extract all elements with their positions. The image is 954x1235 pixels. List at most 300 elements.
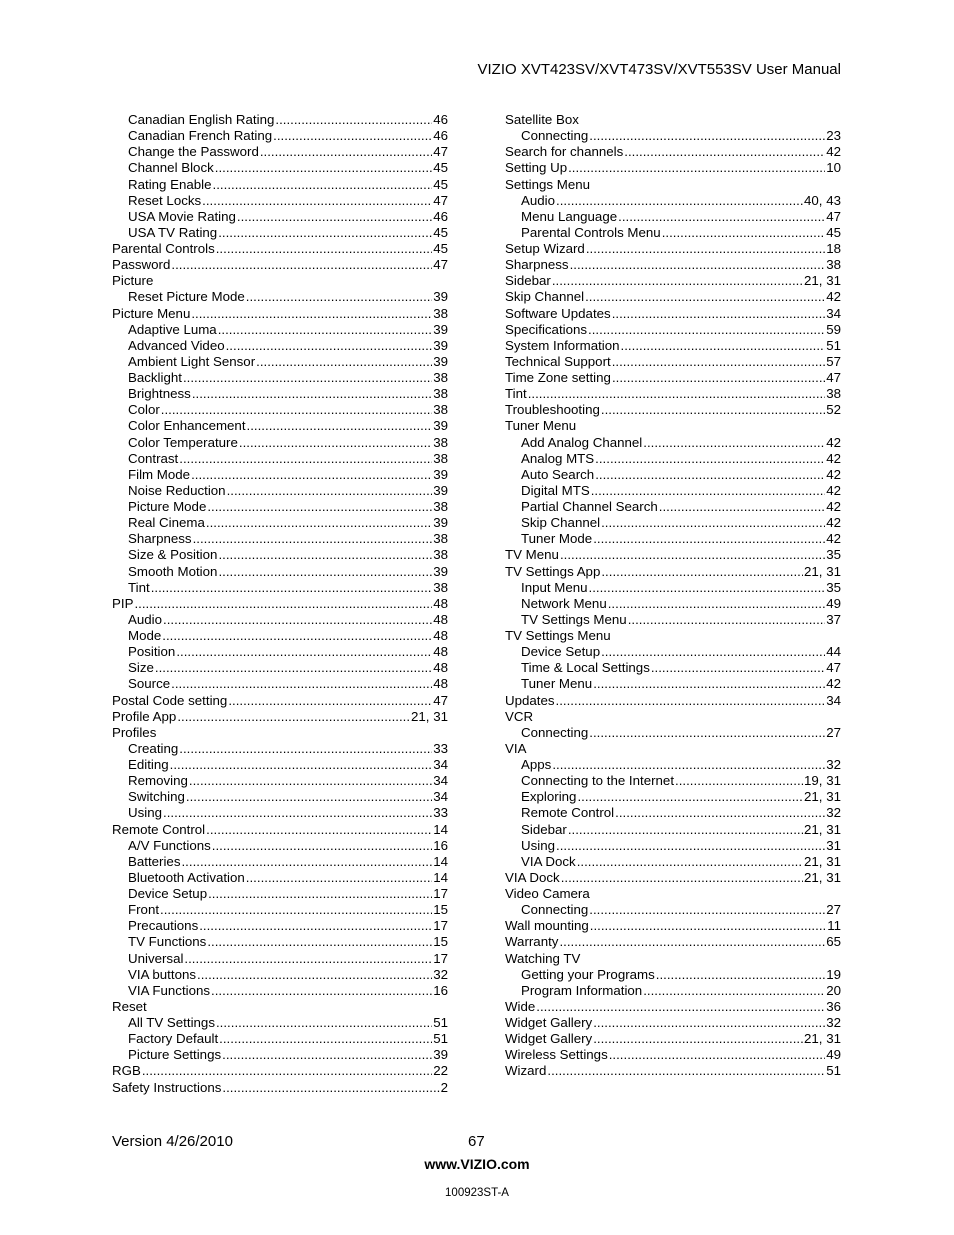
index-entry-label: Position xyxy=(128,644,176,660)
index-entry xyxy=(112,435,448,451)
index-entry xyxy=(112,612,448,628)
index-entry-label: Satellite Box xyxy=(505,112,579,127)
dot-leader xyxy=(568,822,803,838)
index-entry xyxy=(505,951,841,967)
index-entry-label: Using xyxy=(128,805,162,821)
dot-leader xyxy=(222,1080,439,1096)
index-entry-label: Wireless Settings xyxy=(505,1047,608,1063)
index-entry-page: 38 xyxy=(826,386,841,402)
index-entry-page: 23 xyxy=(826,128,841,144)
dot-leader xyxy=(177,709,410,725)
index-entry-label: VCR xyxy=(505,708,534,724)
dot-leader xyxy=(560,547,825,563)
index-entry xyxy=(112,467,448,483)
index-entry xyxy=(112,1015,448,1031)
index-entry-page: 39 xyxy=(433,321,448,337)
index-entry-page: 42 xyxy=(826,144,841,160)
index-entry-label: TV Settings Menu xyxy=(521,611,627,627)
dot-leader xyxy=(612,354,826,370)
index-entry xyxy=(112,547,448,563)
dot-leader xyxy=(206,822,432,838)
index-entry-page: 39 xyxy=(433,337,448,353)
dot-leader xyxy=(226,338,433,354)
index-entry-label: System Information xyxy=(505,337,620,353)
index-entry-page: 42 xyxy=(826,466,841,482)
dot-leader xyxy=(589,725,825,741)
index-entry xyxy=(505,676,841,692)
index-entry-page: 47 xyxy=(433,692,448,708)
dot-leader xyxy=(577,789,803,805)
index-entry-label: Wide xyxy=(505,998,536,1014)
index-entry-label: Channel Block xyxy=(128,160,214,176)
index-entry-page: 32 xyxy=(826,1015,841,1030)
index-entry xyxy=(112,725,448,741)
index-entry-page: 42 xyxy=(826,499,841,514)
index-entry-label: Network Menu xyxy=(521,595,607,611)
index-entry-page: 37 xyxy=(826,611,841,627)
footer-website[interactable]: www.VIZIO.com xyxy=(424,1156,530,1172)
index-entry-label: Tuner Menu xyxy=(521,676,593,692)
index-entry xyxy=(505,789,841,805)
index-entry-label: Creating xyxy=(128,740,179,756)
index-entry-label: Reset Locks xyxy=(128,192,202,208)
index-entry xyxy=(505,983,841,999)
index-entry xyxy=(112,499,448,515)
index-entry-page: 38 xyxy=(433,386,448,402)
dot-leader xyxy=(222,1047,432,1063)
index-entry xyxy=(112,338,448,354)
index-entry-page: 21, 31 xyxy=(804,1031,841,1047)
index-entry xyxy=(505,451,841,467)
dot-leader xyxy=(559,934,825,950)
dot-leader xyxy=(615,805,825,821)
dot-leader xyxy=(570,257,826,273)
index-entry xyxy=(505,902,841,918)
dot-leader xyxy=(160,902,432,918)
index-entry-label: Ambient Light Sensor xyxy=(128,353,256,369)
index-entry-label: Tuner Menu xyxy=(505,418,577,434)
index-entry xyxy=(112,693,448,709)
index-entry xyxy=(505,741,841,757)
index-entry-page: 17 xyxy=(433,950,448,966)
dot-leader xyxy=(624,144,825,160)
index-entry-page: 33 xyxy=(433,805,448,821)
index-entry-page: 39 xyxy=(433,289,448,305)
index-entry-page: 47 xyxy=(433,257,448,273)
index-entry-label: Video Camera xyxy=(505,886,590,901)
dot-leader xyxy=(206,515,432,531)
dot-leader xyxy=(621,338,826,354)
index-entry xyxy=(505,822,841,838)
index-entry xyxy=(112,306,448,322)
index-entry-page: 19, 31 xyxy=(804,773,841,789)
index-entry xyxy=(112,967,448,983)
index-entry-label: Sharpness xyxy=(128,531,192,547)
index-entry-label: Warranty xyxy=(505,934,559,950)
index-entry xyxy=(505,402,841,418)
index-entry-label: Contrast xyxy=(128,450,179,466)
index-entry-page: 14 xyxy=(433,853,448,869)
dot-leader xyxy=(179,741,432,757)
index-entry-page: 39 xyxy=(433,466,448,482)
dot-leader xyxy=(171,257,432,273)
index-entry xyxy=(505,967,841,983)
index-entry-label: Profile App xyxy=(112,708,177,724)
index-entry-label: Auto Search xyxy=(521,466,595,482)
index-entry-page: 39 xyxy=(433,1047,448,1063)
dot-leader xyxy=(151,580,433,596)
index-entry xyxy=(112,160,448,176)
dot-leader xyxy=(601,644,825,660)
dot-leader xyxy=(246,289,432,305)
dot-leader xyxy=(239,435,432,451)
index-entry-page: 21, 31 xyxy=(804,821,841,837)
index-entry-page: 45 xyxy=(433,160,448,176)
index-entry-page: 42 xyxy=(826,450,841,466)
index-entry xyxy=(505,934,841,950)
index-entry-page: 47 xyxy=(826,208,841,224)
dot-leader xyxy=(528,386,826,402)
index-entry-label: Factory Default xyxy=(128,1031,219,1047)
index-entry-page: 51 xyxy=(826,1063,841,1079)
index-entry-page: 48 xyxy=(433,628,448,643)
index-entry xyxy=(505,693,841,709)
index-entry xyxy=(505,1047,841,1063)
index-entry-page: 42 xyxy=(826,676,841,692)
dot-leader xyxy=(585,289,825,305)
dot-leader xyxy=(659,499,825,515)
index-entry-label: Postal Code setting xyxy=(112,692,228,708)
index-entry-label: Exploring xyxy=(521,789,577,805)
index-entry-page: 47 xyxy=(826,370,841,385)
dot-leader xyxy=(588,322,825,338)
index-entry-page: 42 xyxy=(826,531,841,547)
dot-leader xyxy=(589,902,825,918)
index-entry-page: 34 xyxy=(826,692,841,708)
index-entry-label: Sidebar xyxy=(505,273,551,289)
index-entry xyxy=(112,418,448,434)
index-entry-label: Password xyxy=(112,257,171,273)
index-entry xyxy=(505,209,841,225)
index-entry xyxy=(112,193,448,209)
index-entry xyxy=(112,128,448,144)
index-entry xyxy=(505,886,841,902)
index-entry-label: TV Functions xyxy=(128,934,207,950)
index-entry-label: Change the Password xyxy=(128,144,259,160)
index-entry-label: Partial Channel Search xyxy=(521,499,658,514)
dot-leader xyxy=(197,967,432,983)
dot-leader xyxy=(260,144,432,160)
dot-leader xyxy=(134,596,432,612)
index-entry xyxy=(505,112,841,128)
index-entry-page: 21, 31 xyxy=(804,273,841,289)
index-entry-label: Film Mode xyxy=(128,466,191,482)
index-entry-label: Connecting xyxy=(521,902,589,918)
index-entry xyxy=(112,580,448,596)
index-entry-page: 57 xyxy=(826,353,841,369)
index-entry-label: Audio xyxy=(128,611,163,627)
index-entry-label: Software Updates xyxy=(505,305,611,321)
index-entry xyxy=(112,902,448,918)
index-entry xyxy=(112,822,448,838)
index-entry-label: Widget Gallery xyxy=(505,1015,593,1030)
index-entry xyxy=(112,596,448,612)
index-entry-label: Canadian French Rating xyxy=(128,128,273,144)
dot-leader xyxy=(593,1031,803,1047)
dot-leader xyxy=(608,596,825,612)
index-entry xyxy=(112,951,448,967)
index-entry-label: Backlight xyxy=(128,370,182,385)
index-entry-page: 45 xyxy=(433,241,448,256)
index-entry xyxy=(505,435,841,451)
index-entry xyxy=(112,112,448,128)
index-entry-page: 32 xyxy=(826,757,841,772)
index-entry-page: 48 xyxy=(433,611,448,627)
index-entry-label: Audio xyxy=(521,192,556,208)
dot-leader xyxy=(643,435,825,451)
index-entry-page: 21, 31 xyxy=(804,869,841,885)
index-entry xyxy=(112,773,448,789)
index-entry-page: 48 xyxy=(433,644,448,660)
index-entry-label: A/V Functions xyxy=(128,837,211,853)
index-entry-label: Skip Channel xyxy=(521,515,601,531)
index-entry-label: Using xyxy=(521,837,555,853)
index-entry-label: Sharpness xyxy=(505,257,569,273)
index-entry xyxy=(112,660,448,676)
dot-leader xyxy=(273,128,432,144)
index-entry-label: Bluetooth Activation xyxy=(128,869,245,885)
index-entry-page: 39 xyxy=(433,353,448,369)
dot-leader xyxy=(612,306,826,322)
dot-leader xyxy=(601,515,825,531)
index-entry-page: 36 xyxy=(826,998,841,1014)
dot-leader xyxy=(590,918,826,934)
dot-leader xyxy=(601,564,803,580)
index-entry-label: Troubleshooting xyxy=(505,402,600,418)
index-entry xyxy=(112,789,448,805)
index-entry-page: 32 xyxy=(433,966,448,982)
index-entry-label: Picture Mode xyxy=(128,499,207,514)
index-entry xyxy=(112,451,448,467)
dot-leader xyxy=(643,983,825,999)
index-entry-page: 46 xyxy=(433,208,448,224)
index-entry-label: Brightness xyxy=(128,386,191,402)
index-entry xyxy=(505,773,841,789)
index-entry-page: 10 xyxy=(826,160,841,176)
index-entry-page: 49 xyxy=(826,595,841,611)
dot-leader xyxy=(568,160,825,176)
index-entry xyxy=(112,999,448,1015)
dot-leader xyxy=(593,676,825,692)
dot-leader xyxy=(675,773,803,789)
dot-leader xyxy=(552,273,803,289)
dot-leader xyxy=(142,1063,432,1079)
index-entry-label: Remote Control xyxy=(521,805,615,821)
index-entry-label: Updates xyxy=(505,692,555,708)
index-entry-page: 34 xyxy=(826,305,841,321)
index-entry xyxy=(505,999,841,1015)
dot-leader xyxy=(247,418,433,434)
dot-leader xyxy=(589,580,826,596)
index-entry xyxy=(112,273,448,289)
dot-leader xyxy=(211,983,432,999)
index-entry-page: 21, 31 xyxy=(804,853,841,869)
dot-leader xyxy=(536,999,825,1015)
index-entry xyxy=(112,918,448,934)
dot-leader xyxy=(162,628,432,644)
dot-leader xyxy=(215,160,432,176)
index-entry xyxy=(505,757,841,773)
index-entry-label: Apps xyxy=(521,757,552,772)
index-entry-label: Connecting to the Internet xyxy=(521,773,675,789)
index-entry-page: 38 xyxy=(433,434,448,450)
index-entry xyxy=(112,515,448,531)
footer-version: Version 4/26/2010 xyxy=(112,1133,233,1150)
index-entry-page: 16 xyxy=(433,982,448,998)
dot-leader xyxy=(595,467,825,483)
index-entry xyxy=(505,838,841,854)
index-entry-page: 39 xyxy=(433,563,448,579)
index-entry-page: 34 xyxy=(433,773,448,789)
index-entry-page: 31 xyxy=(826,837,841,853)
dot-leader xyxy=(556,193,803,209)
index-entry-label: Search for channels xyxy=(505,144,624,160)
index-column-right xyxy=(505,112,841,1080)
index-entry xyxy=(112,644,448,660)
index-entry-label: Tuner Mode xyxy=(521,531,593,547)
index-entry-label: USA Movie Rating xyxy=(128,208,236,224)
index-entry xyxy=(112,289,448,305)
dot-leader xyxy=(547,1063,825,1079)
footer-page-number: 67 xyxy=(468,1133,485,1150)
dot-leader xyxy=(218,564,432,580)
index-entry-label: Color Enhancement xyxy=(128,418,246,434)
index-entry xyxy=(505,257,841,273)
index-entry-label: Universal xyxy=(128,950,184,966)
index-entry xyxy=(112,628,448,644)
index-entry-label: VIA xyxy=(505,740,527,756)
index-entry xyxy=(505,1031,841,1047)
index-entry-page: 15 xyxy=(433,902,448,918)
index-entry-page: 49 xyxy=(826,1047,841,1063)
index-entry-page: 38 xyxy=(433,450,448,466)
index-entry-label: TV Menu xyxy=(505,547,559,563)
dot-leader xyxy=(227,483,433,499)
index-entry-page: 2 xyxy=(440,1079,448,1095)
index-entry-label: Time Zone setting xyxy=(505,370,611,385)
index-entry-label: Connecting xyxy=(521,128,589,144)
index-entry-label: Settings Menu xyxy=(505,176,591,192)
index-entry-page: 33 xyxy=(433,740,448,756)
index-entry-page: 38 xyxy=(433,370,448,385)
index-entry-page: 14 xyxy=(433,869,448,885)
dot-leader xyxy=(186,789,432,805)
dot-leader xyxy=(213,177,433,193)
dot-leader xyxy=(612,370,825,386)
index-entry-label: Rating Enable xyxy=(128,176,212,192)
index-entry-label: Profiles xyxy=(112,724,157,740)
index-entry xyxy=(112,1080,448,1096)
index-entry-label: Input Menu xyxy=(521,579,588,595)
index-entry xyxy=(505,225,841,241)
index-entry-page: 45 xyxy=(826,224,841,240)
index-entry-page: 17 xyxy=(433,886,448,901)
index-entry-label: Technical Support xyxy=(505,353,611,369)
index-entry xyxy=(112,402,448,418)
dot-leader xyxy=(163,612,432,628)
index-entry-page: 35 xyxy=(826,579,841,595)
index-entry-label: Switching xyxy=(128,789,185,805)
index-entry xyxy=(112,838,448,854)
dot-leader xyxy=(237,209,432,225)
index-entry xyxy=(112,177,448,193)
index-entry-label: Precautions xyxy=(128,918,199,934)
index-entry-label: Setting Up xyxy=(505,160,568,176)
index-entry-page: 48 xyxy=(433,660,448,676)
index-entry xyxy=(112,1063,448,1079)
dot-leader xyxy=(556,838,825,854)
index-entry xyxy=(505,241,841,257)
dot-leader xyxy=(593,531,825,547)
index-entry-label: Color Temperature xyxy=(128,434,238,450)
index-entry-page: 35 xyxy=(826,547,841,563)
index-entry-page: 20 xyxy=(826,982,841,998)
index-entry xyxy=(505,596,841,612)
index-entry-page: 22 xyxy=(433,1063,448,1079)
dot-leader xyxy=(219,1031,432,1047)
index-entry xyxy=(505,322,841,338)
index-entry-page: 18 xyxy=(826,241,841,256)
index-entry-label: TV Settings Menu xyxy=(505,628,611,643)
dot-leader xyxy=(176,644,432,660)
dot-leader xyxy=(656,967,825,983)
index-entry xyxy=(112,741,448,757)
index-entry xyxy=(112,1031,448,1047)
index-entry-page: 38 xyxy=(433,402,448,418)
dot-leader xyxy=(171,676,432,692)
index-entry-page: 15 xyxy=(433,934,448,950)
index-entry-label: RGB xyxy=(112,1063,141,1079)
index-entry-page: 38 xyxy=(826,257,841,273)
index-entry-label: Parental Controls Menu xyxy=(521,224,661,240)
index-entry-page: 39 xyxy=(433,482,448,498)
index-entry xyxy=(505,628,841,644)
index-entry-page: 59 xyxy=(826,321,841,337)
index-entry-label: Menu Language xyxy=(521,208,618,224)
dot-leader xyxy=(184,951,432,967)
index-entry xyxy=(112,386,448,402)
index-entry-label: Tint xyxy=(505,386,527,402)
index-entry-page: 46 xyxy=(433,128,448,144)
index-entry-label: Picture Settings xyxy=(128,1047,222,1063)
dot-leader xyxy=(191,467,432,483)
index-entry xyxy=(112,144,448,160)
index-entry-page: 39 xyxy=(433,418,448,434)
index-entry xyxy=(505,418,841,434)
index-entry-page: 39 xyxy=(433,515,448,531)
index-entry-label: All TV Settings xyxy=(128,1015,215,1030)
index-entry-label: Skip Channel xyxy=(505,289,585,305)
dot-leader xyxy=(618,209,825,225)
index-entry-label: Wizard xyxy=(505,1063,547,1079)
index-entry xyxy=(112,934,448,950)
dot-leader xyxy=(207,499,432,515)
dot-leader xyxy=(179,451,432,467)
index-entry-page: 38 xyxy=(433,547,448,563)
index-entry xyxy=(505,564,841,580)
index-entry-label: Advanced Video xyxy=(128,337,225,353)
index-entry-page: 48 xyxy=(433,595,448,611)
